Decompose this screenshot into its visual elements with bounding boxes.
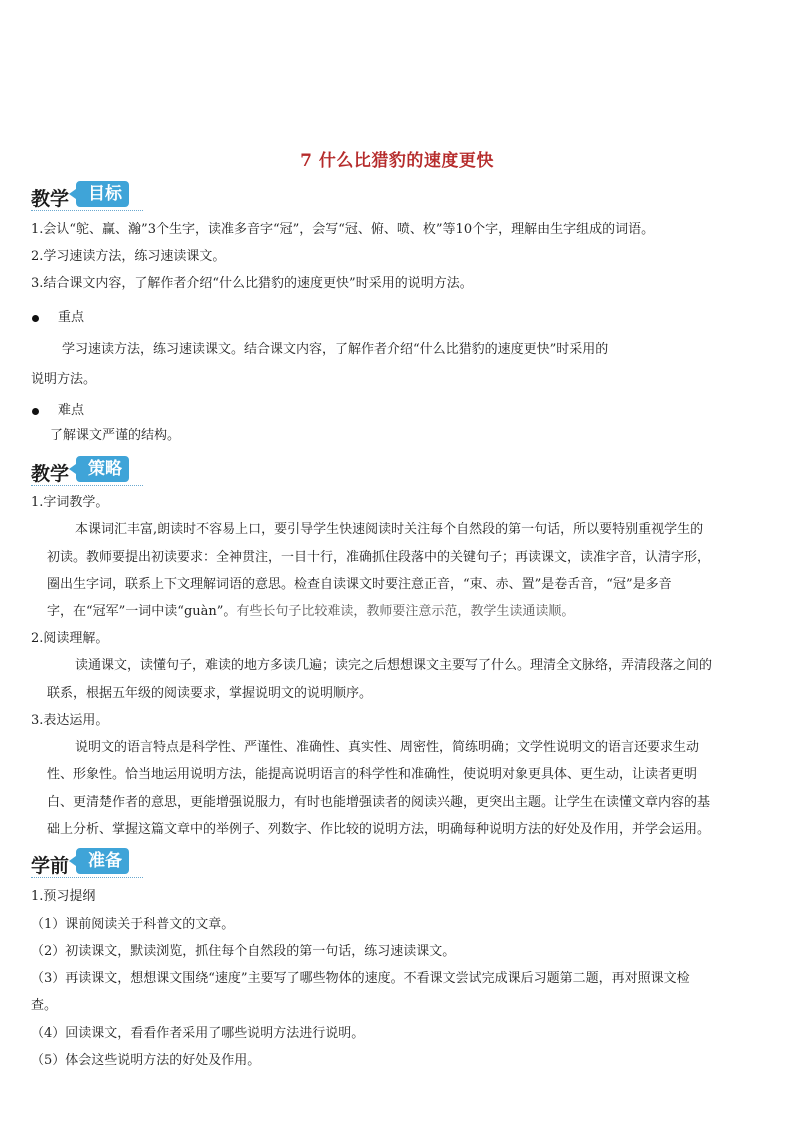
section-divider [31,210,143,211]
section-header-strategy [31,456,151,488]
strategy-3-line: 白、更清楚作者的意思，更能增强说服力，有时也能增强读者的阅读兴趣，更突出主题。让学生在读懂文章内容的基 [47,795,711,810]
page-title: 7 什么比猎豹的速度更快 [300,151,494,171]
difficult-point-text: 了解课文严谨的结构。 [50,428,181,443]
prep-item: （4）回读课文，看看作者采用了哪些说明方法进行说明。 [31,1026,365,1041]
goal-item-2: 2.学习速读方法，练习速读课文。 [31,249,226,264]
strategy-2-line: 读通课文，读懂句子，难读的地方多读几遍；读完之后想想课文主要写了什么。理清全文脉络，弄清段落之间的 [75,658,713,673]
prep-item: （1）课前阅读关于科普文的文章。 [31,917,235,932]
key-point-text: 学习速读方法，练习速读课文。结合课文内容，了解作者介绍“什么比猎豹的速度更快”时采用的 [62,342,609,357]
section-header-prep [31,848,151,880]
strategy-3-line: 说明文的语言特点是科学性、严谨性、准确性、真实性、周密性，简练明确；文学性说明文的语言还要求生动 [75,740,700,755]
section-head-text: 教学 [31,188,70,210]
section-header-goals [31,181,151,213]
strategy-1-text: 字，在“冠军”一词中读“guàn”。 [47,604,237,619]
strategy-1-note: 有些长句子比较难读，教师要注意示范，教学生读通读顺。 [236,604,575,619]
prep-item: （3）再读课文，想想课文围绕“速度”主要写了哪些物体的速度。不看课文尝试完成课后习题第二题，再对照课文检 [31,971,690,986]
difficult-point-label: 难点 [58,403,85,418]
section-tag: 目标 [76,181,129,207]
key-point-text-cont: 说明方法。 [31,372,97,387]
prep-item: （2）初读课文，默读浏览，抓住每个自然段的第一句话，练习速读课文。 [31,944,456,959]
section-divider [31,485,143,486]
strategy-1-line: 初读。教师要提出初读要求：全神贯注，一目十行，准确抓住段落中的关键句子；再读课文，读准字音，认清字形， [47,550,711,565]
key-point-label: 重点 [58,310,85,325]
section-tag: 策略 [76,456,129,482]
section-head-text: 教学 [31,463,70,485]
strategy-2-line: 联系，根据五年级的阅读要求，掌握说明文的说明顺序。 [47,686,373,701]
strategy-1-line-last [47,603,574,621]
bullet-icon [32,408,39,415]
strategy-3-title: 3.表达运用。 [31,713,109,728]
strategy-1-line: 本课词汇丰富,朗读时不容易上口，要引导学生快速阅读时关注每个自然段的第一句话，所以要特别重视学生的 [75,522,704,537]
section-tag: 准备 [76,848,129,874]
prep-title: 1.预习提纲 [31,889,96,904]
strategy-1-line: 圈出生字词，联系上下文理解词语的意思。检查自读课文时要注意正音，“束、赤、置”是卷舌音，“冠”是多音 [47,577,672,592]
bullet-icon [32,315,39,322]
prep-item: 查。 [31,998,58,1013]
strategy-3-line: 性、形象性。恰当地运用说明方法，能提高说明语言的科学性和准确性，使说明对象更具体、更生动，让读者更明 [47,767,698,782]
goal-item-1: 1.会认“鸵、赢、瀚”3个生字，读准多音字“冠”，会写“冠、俯、喷、枚”等10个字，理解由生字组成的词语。 [31,222,655,237]
strategy-3-line: 础上分析、掌握这篇文章中的举例子、列数字、作比较的说明方法，明确每种说明方法的好处及作用，并学会运用。 [47,822,711,837]
strategy-2-title: 2.阅读理解。 [31,631,109,646]
prep-item: （5）体会这些说明方法的好处及作用。 [31,1053,261,1068]
strategy-1-title: 1.字词教学。 [31,495,109,510]
section-head-text: 学前 [31,855,70,877]
goal-item-3: 3.结合课文内容，了解作者介绍“什么比猎豹的速度更快”时采用的说明方法。 [31,276,473,291]
section-divider [31,877,143,878]
